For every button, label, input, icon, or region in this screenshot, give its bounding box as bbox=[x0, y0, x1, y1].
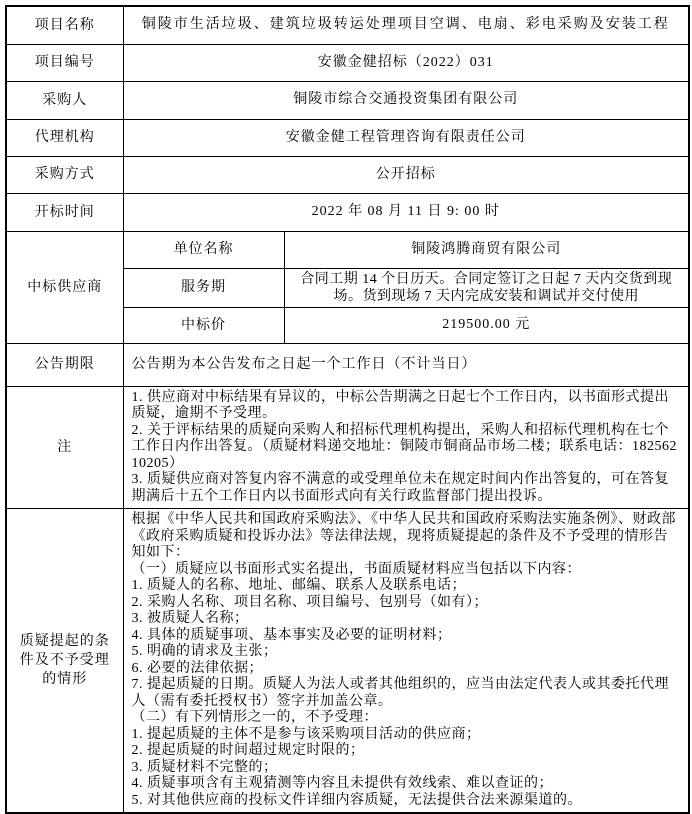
field-label-service-period: 服务期 bbox=[123, 268, 284, 307]
field-label-procurement-method: 采购方式 bbox=[6, 156, 123, 193]
field-value-supplier-unit-name: 铜陵鸿腾商贸有限公司 bbox=[284, 231, 689, 268]
objection-item: 2. 提起质疑的时间超过规定时限的； bbox=[131, 743, 365, 758]
objection-item: （二）有下列情形之一的，不予受理： bbox=[131, 710, 378, 725]
field-value-procurement-method: 公开招标 bbox=[123, 156, 689, 193]
field-label-announcement-period: 公告期限 bbox=[6, 343, 123, 386]
field-label-project-number: 项目编号 bbox=[6, 44, 123, 81]
field-value-project-name: 铜陵市生活垃圾、建筑垃圾转运处理项目空调、电扇、彩电采购及安装工程 bbox=[123, 6, 689, 44]
field-value-note bbox=[123, 386, 689, 509]
field-value-announcement-period: 公告期为本公告发布之日起一个工作日（不计当日） bbox=[123, 343, 689, 386]
objection-item: 4. 质疑事项含有主观猜测等内容且未提供有效线索、难以查证的； bbox=[131, 776, 553, 791]
table-row bbox=[6, 231, 689, 268]
note-item: 1. 供应商对中标结果有异议的，中标公告期满之日起七个工作日内，以书面形式提出质疑，逾期不予受理。 bbox=[131, 389, 669, 421]
table-row bbox=[6, 156, 689, 193]
objection-item: 2. 采购人名称、项目名称、项目编号、包别号（如有）； bbox=[131, 594, 488, 610]
field-label-project-name: 项目名称 bbox=[6, 6, 123, 44]
objection-item: 5. 对其他供应商的投标文件详细内容质疑，无法提供合法来源渠道的。 bbox=[131, 792, 582, 808]
objection-item: 7. 提起质疑的日期。质疑人为法人或者其他组织的，应当由法定代表人或其委托代理人（需有委托授权书）签字并加盖公章。 bbox=[131, 677, 669, 709]
field-value-purchaser: 铜陵市综合交通投资集团有限公司 bbox=[123, 81, 689, 119]
objection-item: 1. 提起质疑的主体不是参与该采购项目活动的供应商； bbox=[131, 726, 481, 742]
field-value-agency: 安徽金健工程管理咨询有限责任公司 bbox=[123, 119, 689, 156]
objection-item: 5. 明确的请求及主张； bbox=[131, 644, 278, 659]
objection-item: （一）质疑应以书面形式实名提出，书面质疑材料应当包括以下内容： bbox=[131, 561, 581, 577]
field-label-objection-conditions: 质疑提起的条件及不予受理的情形 bbox=[6, 509, 123, 814]
table-row bbox=[6, 81, 689, 119]
objection-item: 1. 质疑人的名称、地址、邮编、联系人及联系电话； bbox=[131, 578, 466, 593]
announcement-table bbox=[5, 5, 690, 814]
objection-item: 根据《中华人民共和国政府采购法》、《中华人民共和国政府采购法实施条例》、财政部《政府采购质疑和投诉办法》等法律法规，现将质疑提起的条件及不予受理的情形告知如下： bbox=[131, 512, 676, 560]
table-row bbox=[6, 193, 689, 231]
objection-item: 6. 必要的法律依据； bbox=[131, 660, 263, 676]
objection-item: 3. 质疑材料不完整的； bbox=[131, 759, 278, 775]
table-row bbox=[6, 386, 689, 509]
note-item: 3. 质疑供应商对答复内容不满意的或受理单位未在规定时间内作出答复的，可在答复期满后十五个工作日内以书面形式向有关行政监督部门提出投诉。 bbox=[131, 472, 669, 504]
field-value-service-period: 合同工期 14 个日历天。合同定签订之日起 7 天内交货到现场。货到现场 7 天内完成安装和调试并交付使用 bbox=[284, 268, 689, 307]
table-row bbox=[6, 343, 689, 386]
field-label-winning-supplier: 中标供应商 bbox=[6, 231, 123, 343]
field-label-winning-price: 中标价 bbox=[123, 307, 284, 343]
table-row bbox=[6, 509, 689, 814]
field-label-bid-opening-time: 开标时间 bbox=[6, 193, 123, 231]
field-value-bid-opening-time: 2022 年 08 月 11 日 9: 00 时 bbox=[123, 193, 689, 231]
field-value-project-number: 安徽金健招标（2022）031 bbox=[123, 44, 689, 81]
table-row bbox=[6, 6, 689, 44]
field-label-note: 注 bbox=[6, 386, 123, 509]
table-row bbox=[6, 44, 689, 81]
objection-item: 3. 被质疑人名称； bbox=[131, 611, 249, 626]
objection-item: 4. 具体的质疑事项、基本事实及必要的证明材料； bbox=[131, 627, 452, 643]
field-label-purchaser: 采购人 bbox=[6, 81, 123, 119]
field-label-supplier-unit-name: 单位名称 bbox=[123, 231, 284, 268]
field-value-objection-conditions bbox=[123, 509, 689, 814]
note-item: 2. 关于评标结果的质疑向采购人和招标代理机构提出，采购人和招标代理机构在七个工作日内作出答复。（质疑材料递交地址：铜陵市铜商品市场二楼；联系电话：18256210205） bbox=[131, 422, 677, 471]
field-value-winning-price: 219500.00 元 bbox=[284, 307, 689, 343]
field-label-agency: 代理机构 bbox=[6, 119, 123, 156]
table-row bbox=[6, 119, 689, 156]
